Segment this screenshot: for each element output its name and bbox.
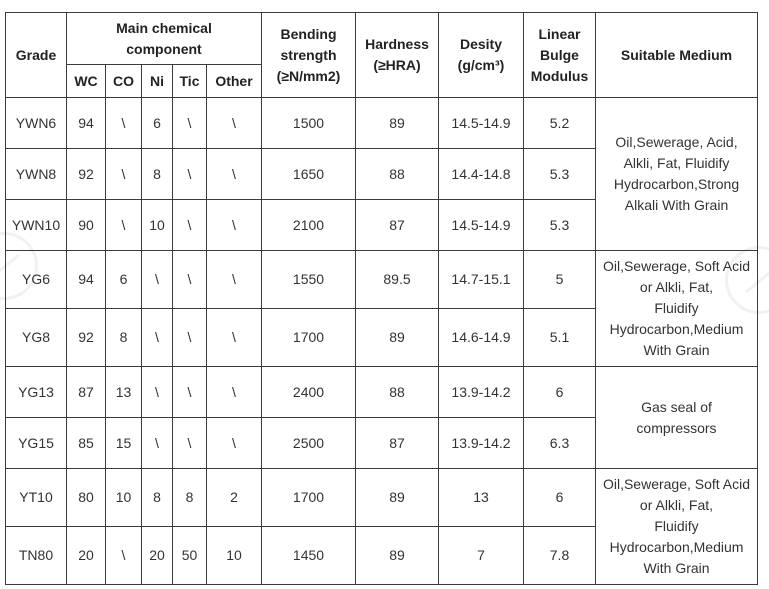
medium-line: Oil,Sewerage, Acid, — [615, 134, 738, 150]
table-row — [6, 251, 758, 309]
cell-wc: 85 — [67, 418, 106, 469]
medium-line: Alkali With Grain — [624, 197, 729, 213]
header-ni: Ni — [142, 65, 173, 98]
cell-grade: YT10 — [6, 469, 67, 527]
cell-bending: 1700 — [262, 309, 356, 367]
header-chemical-line2: component — [126, 40, 202, 57]
header-wc: WC — [67, 65, 106, 98]
header-chemical-line1: Main chemical — [116, 19, 212, 36]
cell-tic: 8 — [173, 469, 207, 527]
cell-tic: \ — [173, 251, 207, 309]
cell-other: \ — [207, 149, 262, 200]
cell-linear: 5.3 — [524, 149, 596, 200]
cell-density: 13 — [439, 469, 524, 527]
cell-tic: \ — [173, 200, 207, 251]
medium-line: Hydrocarbon,Strong — [613, 176, 740, 192]
cell-co: 15 — [106, 418, 142, 469]
medium-line: Hydrocarbon,Medium — [609, 539, 744, 555]
cell-other: \ — [207, 309, 262, 367]
cell-grade: YWN8 — [6, 149, 67, 200]
cell-co: \ — [106, 98, 142, 149]
cell-hardness: 87 — [356, 418, 439, 469]
header-linear-line2: Bulge — [540, 46, 579, 63]
cell-hardness: 89 — [356, 309, 439, 367]
header-bending-line2: strength — [280, 46, 337, 63]
cell-co: 6 — [106, 251, 142, 309]
cell-hardness: 89 — [356, 469, 439, 527]
medium-line: With Grain — [643, 342, 710, 358]
header-hardness-line2: (≥HRA) — [373, 57, 421, 73]
cell-medium-group4 — [596, 469, 758, 585]
medium-line: or Alkli, Fat, — [639, 497, 714, 513]
cell-linear: 5 — [524, 251, 596, 309]
cell-linear: 6 — [524, 469, 596, 527]
cell-tic: \ — [173, 367, 207, 418]
cell-linear: 6.3 — [524, 418, 596, 469]
medium-line: Fluidify — [654, 300, 699, 316]
cell-other: \ — [207, 251, 262, 309]
medium-line: Alkli, Fat, Fluidify — [623, 155, 730, 171]
header-bending-line1: Bending — [280, 25, 337, 42]
header-suitable-medium: Suitable Medium — [596, 13, 758, 98]
cell-wc: 92 — [67, 309, 106, 367]
cell-bending: 2100 — [262, 200, 356, 251]
cell-co: 8 — [106, 309, 142, 367]
cell-bending: 2500 — [262, 418, 356, 469]
cell-density: 7 — [439, 527, 524, 585]
cell-density: 14.7-15.1 — [439, 251, 524, 309]
cell-ni: 8 — [142, 149, 173, 200]
cell-grade: YG6 — [6, 251, 67, 309]
cell-linear: 6 — [524, 367, 596, 418]
cell-ni: 6 — [142, 98, 173, 149]
cell-other: \ — [207, 418, 262, 469]
cell-grade: YWN10 — [6, 200, 67, 251]
header-hardness-line1: Hardness — [365, 36, 429, 52]
cell-ni: \ — [142, 309, 173, 367]
header-linear-line1: Linear — [538, 25, 581, 42]
cell-tic: \ — [173, 149, 207, 200]
cell-other: \ — [207, 98, 262, 149]
cell-tic: \ — [173, 98, 207, 149]
cell-co: \ — [106, 149, 142, 200]
cell-density: 14.4-14.8 — [439, 149, 524, 200]
cell-density: 14.5-14.9 — [439, 98, 524, 149]
cell-hardness: 89 — [356, 98, 439, 149]
header-density — [439, 13, 524, 98]
table-row — [6, 367, 758, 418]
medium-line: Oil,Sewerage, Soft Acid — [602, 476, 751, 492]
cell-density: 14.6-14.9 — [439, 309, 524, 367]
cell-density: 13.9-14.2 — [439, 367, 524, 418]
cell-co: \ — [106, 527, 142, 585]
medium-line: Oil,Sewerage, Soft Acid — [602, 258, 751, 274]
carbide-grade-table — [5, 12, 758, 585]
header-linear-line3: Modulus — [530, 67, 589, 84]
cell-hardness: 89 — [356, 527, 439, 585]
cell-linear: 5.3 — [524, 200, 596, 251]
cell-ni: 20 — [142, 527, 173, 585]
cell-hardness: 88 — [356, 367, 439, 418]
cell-grade: YWN6 — [6, 98, 67, 149]
cell-density: 13.9-14.2 — [439, 418, 524, 469]
cell-co: \ — [106, 200, 142, 251]
header-other: Other — [207, 65, 262, 98]
cell-medium-group1 — [596, 98, 758, 251]
cell-co: 10 — [106, 469, 142, 527]
cell-hardness: 89.5 — [356, 251, 439, 309]
cell-grade: YG15 — [6, 418, 67, 469]
medium-line: Hydrocarbon,Medium — [609, 321, 744, 337]
cell-hardness: 88 — [356, 149, 439, 200]
cell-medium-group3 — [596, 367, 758, 469]
cell-bending: 1700 — [262, 469, 356, 527]
header-density-line2: (g/cm³) — [457, 57, 505, 73]
cell-ni: \ — [142, 367, 173, 418]
cell-tic: \ — [173, 418, 207, 469]
cell-other: 10 — [207, 527, 262, 585]
medium-line: Fluidify — [654, 518, 699, 534]
cell-bending: 1650 — [262, 149, 356, 200]
cell-density: 14.5-14.9 — [439, 200, 524, 251]
header-bending-line3: (≥N/mm2) — [276, 67, 341, 84]
medium-line: compressors — [636, 419, 717, 436]
cell-co: 13 — [106, 367, 142, 418]
cell-wc: 94 — [67, 98, 106, 149]
cell-medium-group2 — [596, 251, 758, 367]
cell-wc: 90 — [67, 200, 106, 251]
header-tic: Tic — [173, 65, 207, 98]
header-linear-bulge-modulus — [524, 13, 596, 98]
cell-ni: \ — [142, 418, 173, 469]
cell-tic: \ — [173, 309, 207, 367]
medium-line: With Grain — [643, 560, 710, 576]
cell-wc: 80 — [67, 469, 106, 527]
cell-grade: TN80 — [6, 527, 67, 585]
cell-ni: 10 — [142, 200, 173, 251]
cell-bending: 1450 — [262, 527, 356, 585]
cell-grade: YG8 — [6, 309, 67, 367]
table-row — [6, 98, 758, 149]
cell-other: 2 — [207, 469, 262, 527]
cell-tic: 50 — [173, 527, 207, 585]
cell-hardness: 87 — [356, 200, 439, 251]
cell-bending: 1550 — [262, 251, 356, 309]
cell-grade: YG13 — [6, 367, 67, 418]
cell-bending: 2400 — [262, 367, 356, 418]
header-density-line1: Desity — [459, 36, 503, 52]
table-row — [6, 469, 758, 527]
header-co: CO — [106, 65, 142, 98]
cell-linear: 5.2 — [524, 98, 596, 149]
cell-wc: 87 — [67, 367, 106, 418]
medium-line: or Alkli, Fat, — [639, 279, 714, 295]
cell-bending: 1500 — [262, 98, 356, 149]
cell-linear: 5.1 — [524, 309, 596, 367]
header-chemical-component — [67, 13, 262, 65]
cell-ni: \ — [142, 251, 173, 309]
cell-other: \ — [207, 367, 262, 418]
cell-wc: 20 — [67, 527, 106, 585]
cell-wc: 92 — [67, 149, 106, 200]
header-bending-strength — [262, 13, 356, 98]
header-hardness — [356, 13, 439, 98]
medium-line: Gas seal of — [641, 398, 712, 415]
cell-ni: 8 — [142, 469, 173, 527]
header-grade: Grade — [6, 13, 67, 98]
cell-wc: 94 — [67, 251, 106, 309]
cell-linear: 7.8 — [524, 527, 596, 585]
cell-other: \ — [207, 200, 262, 251]
